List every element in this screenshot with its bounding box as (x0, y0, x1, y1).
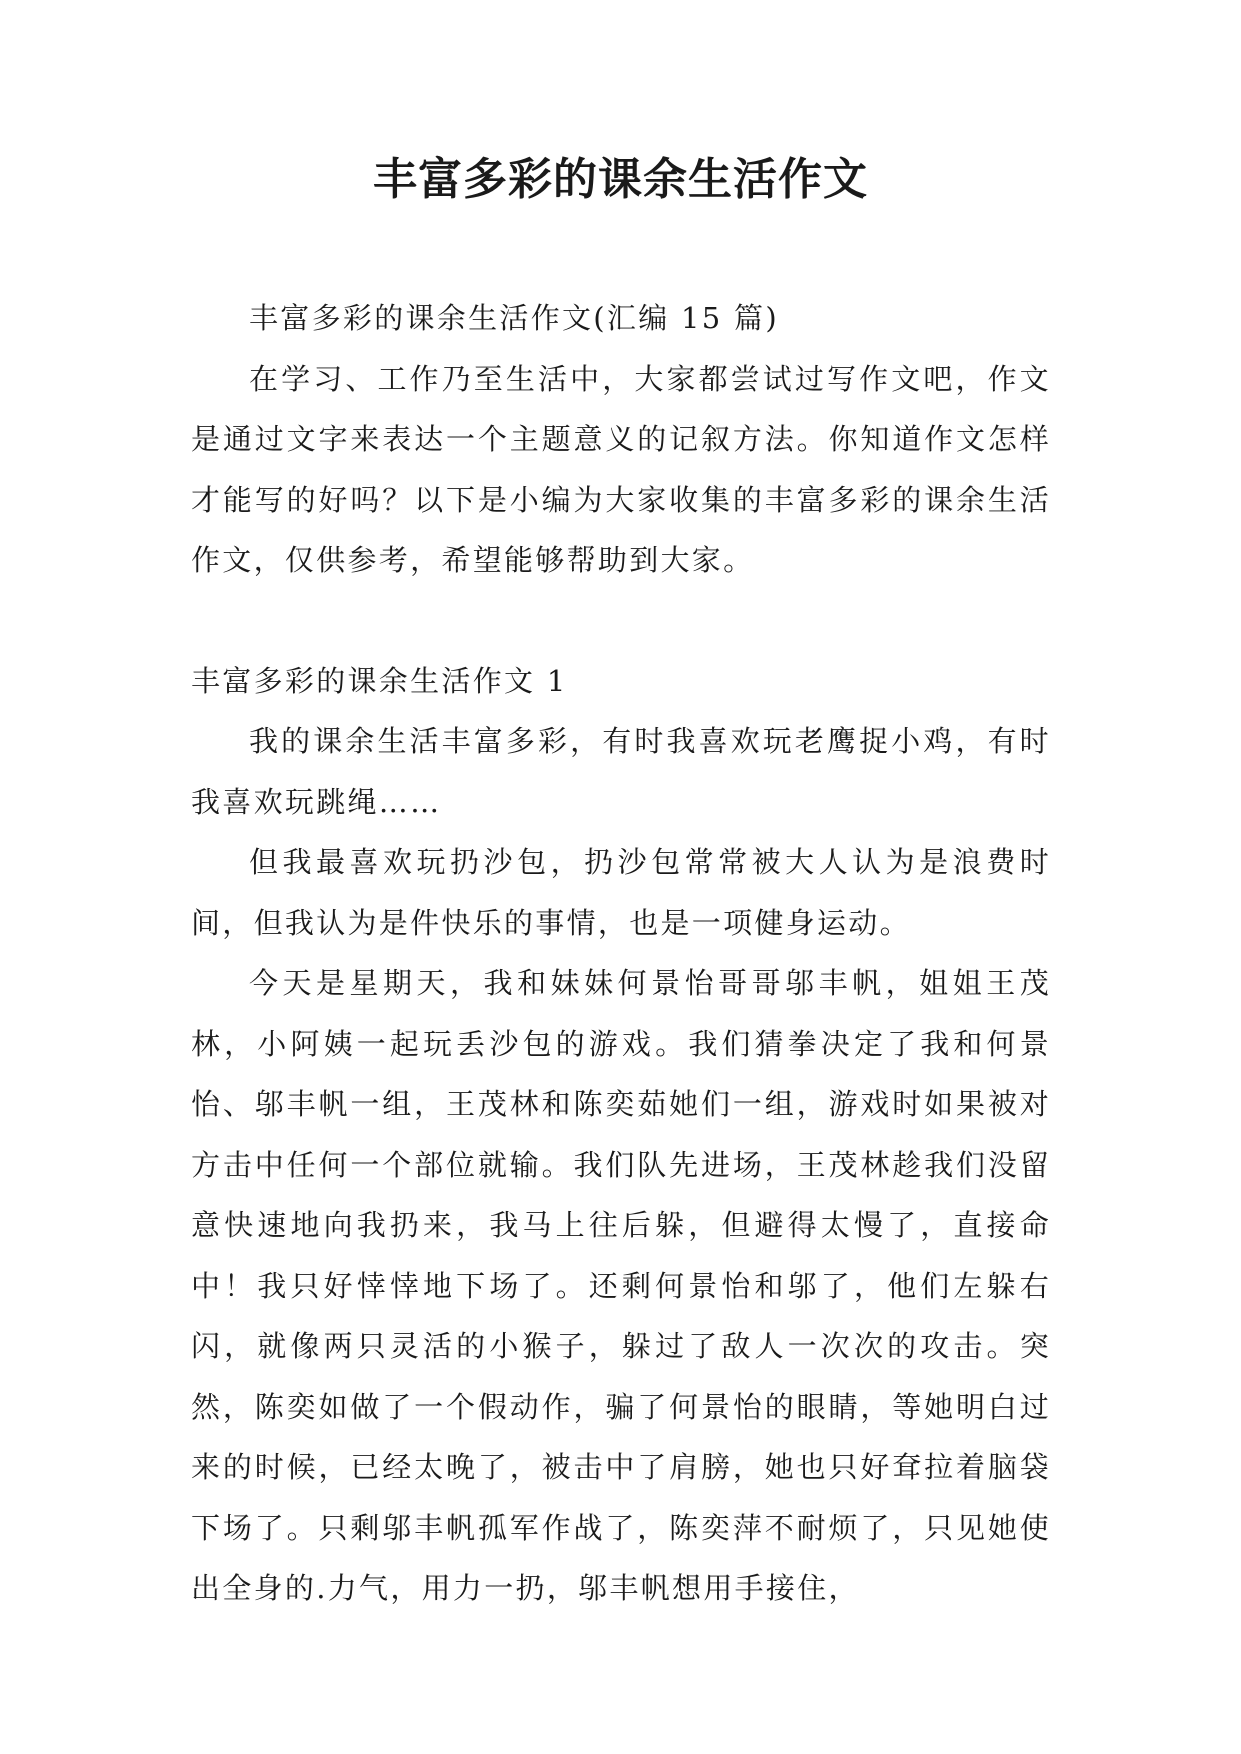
document-body (191, 288, 1051, 1619)
body-paragraph: 但我最喜欢玩扔沙包，扔沙包常常被大人认为是浪费时间，但我认为是件快乐的事情，也是一项健身运动。 (191, 845, 1051, 940)
document-title: 丰富多彩的课余生活作文 (373, 154, 868, 205)
document-subtitle: 丰富多彩的课余生活作文(汇编 15 篇) (249, 301, 779, 335)
body-paragraph: 今天是星期天，我和妹妹何景怡哥哥邬丰帆，姐姐王茂林，小阿姨一起玩丢沙包的游戏。我们猜拳决定了我和何景怡、邬丰帆一组，王茂林和陈奕茹她们一组，游戏时如果被对方击中任何一个部位就输。我们队先进场，王茂林趁我们没留意快速地向我扔来，我马上往后躲，但避得太慢了，直接命中！我只好悻悻地下场了。还剩何景怡和邬了，他们左躲右闪，就像两只灵活的小猴子，躲过了敌人一次次的攻击。突然，陈奕如做了一个假动作，骗了何景怡的眼睛，等她明白过来的时候，已经太晚了，被击中了肩膀，她也只好耷拉着脑袋下场了。只剩邬丰帆孤军作战了，陈奕萍不耐烦了，只见她使出全身的.力气，用力一扔，邬丰帆想用手接住， (191, 966, 1051, 1605)
intro-paragraph: 在学习、工作乃至生活中，大家都尝试过写作文吧，作文是通过文字来表达一个主题意义的记叙方法。你知道作文怎样才能写的好吗？以下是小编为大家收集的丰富多彩的课余生活作文，仅供参考，希望能够帮助到大家。 (191, 361, 1051, 577)
section-heading: 丰富多彩的课余生活作文 1 (191, 663, 568, 698)
body-paragraph: 我的课余生活丰富多彩，有时我喜欢玩老鹰捉小鸡，有时我喜欢玩跳绳…… (191, 724, 1051, 819)
